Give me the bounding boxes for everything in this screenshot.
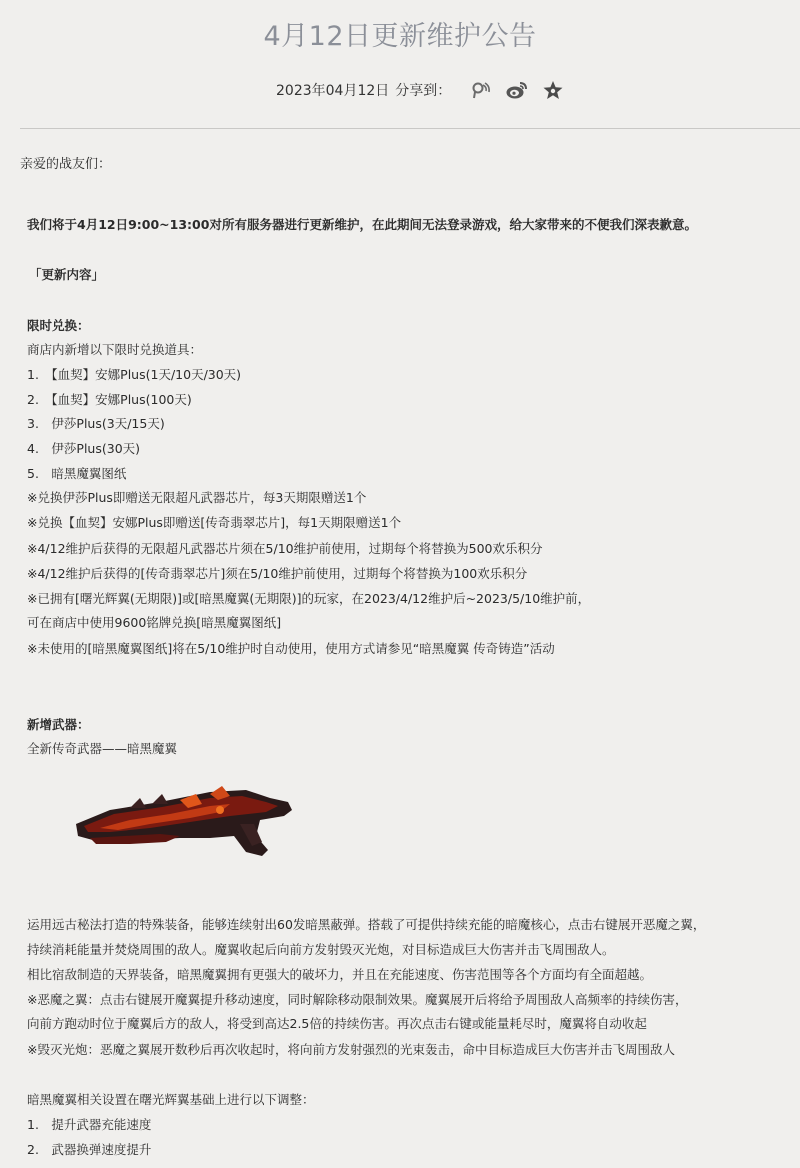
share-label: 分享到： — [395, 83, 452, 99]
header-divider — [20, 128, 800, 129]
section-header: 「更新内容」 — [29, 267, 105, 282]
note-line: ※兑换【血契】安娜Plus即赠送[传奇翡翠芯片]，每1天期限赠送1个 — [27, 515, 402, 530]
meta-bar — [276, 78, 577, 102]
adjustments-intro: 暗黑魔翼相关设置在曙光辉翼基础上进行以下调整： — [27, 1092, 315, 1107]
list-item: 2. 武器换弹速度提升 — [27, 1142, 152, 1157]
list-item: 4. 伊莎Plus(30天) — [27, 441, 141, 456]
note-line: 可在商店中使用9600铭牌兑换[暗黑魔翼图纸] — [27, 615, 282, 630]
note-line: ※已拥有[曙光辉翼(无期限)]或[暗黑魔翼(无期限)]的玩家，在2023/4/12维护后~2023/5/10维护前， — [27, 591, 591, 606]
limited-exchange-heading: 限时兑换： — [27, 318, 90, 333]
list-item: 2. 【血契】安娜Plus(100天) — [27, 392, 192, 407]
page-title: 4月12日更新维护公告 — [263, 21, 537, 52]
limited-exchange-intro: 商店内新增以下限时兑换道具： — [27, 342, 203, 357]
list-item: 3. 伊莎Plus(3天/15天) — [27, 416, 165, 431]
publish-date: 2023年04月12日 — [276, 83, 390, 99]
dark-wing-weapon-image — [70, 780, 296, 864]
greeting: 亲爱的战友们： — [20, 157, 112, 172]
list-item: 5. 暗黑魔翼图纸 — [27, 466, 127, 481]
maintenance-notice: 我们将于4月12日9:00~13:00对所有服务器进行更新维护，在此期间无法登录游戏，给大家带来的不便我们深表歉意。 — [27, 217, 697, 232]
note-line: ※未使用的[暗黑魔翼图纸]将在5/10维护时自动使用，使用方式请参见“暗黑魔翼 传奇铸造”活动 — [27, 641, 555, 656]
qzone-icon[interactable] — [469, 78, 493, 102]
description-line: 相比宿敌制造的天界装备，暗黑魔翼拥有更强大的破坏力，并且在充能速度、伤害范围等各个方面均有全面超越。 — [27, 967, 653, 982]
description-line: ※毁灭光炮：恶魔之翼展开数秒后再次收起时，将向前方发射强烈的光束轰击，命中目标造成巨大伤害并击飞周围敌人 — [27, 1042, 675, 1057]
list-item: 1. 【血契】安娜Plus(1天/10天/30天) — [27, 367, 242, 382]
new-weapon-subtitle: 全新传奇武器——暗黑魔翼 — [27, 741, 178, 756]
note-line: ※兑换伊莎Plus即赠送无限超凡武器芯片，每3天期限赠送1个 — [27, 490, 367, 505]
description-line: 持续消耗能量并焚烧周围的敌人。魔翼收起后向前方发射毁灭光炮，对目标造成巨大伤害并击飞周围敌人。 — [27, 942, 615, 957]
note-line: ※4/12维护后获得的[传奇翡翠芯片]须在5/10维护前使用，过期每个将替换为100欢乐积分 — [27, 566, 528, 581]
favorite-star-icon[interactable] — [541, 78, 565, 102]
description-line: ※恶魔之翼：点击右键展开魔翼提升移动速度，同时解除移动限制效果。魔翼展开后将给予周围敌人高频率的持续伤害， — [27, 992, 688, 1007]
new-weapon-heading: 新增武器： — [27, 717, 90, 732]
description-line: 向前方跑动时位于魔翼后方的敌人，将受到高达2.5倍的持续伤害。再次点击右键或能量耗尽时，魔翼将自动收起 — [27, 1016, 647, 1031]
note-line: ※4/12维护后获得的无限超凡武器芯片须在5/10维护前使用，过期每个将替换为500欢乐积分 — [27, 541, 543, 556]
list-item: 1. 提升武器充能速度 — [27, 1117, 152, 1132]
weibo-icon[interactable] — [505, 78, 529, 102]
description-line: 运用远古秘法打造的特殊装备，能够连续射出60发暗黑蔽弹。搭载了可提供持续充能的暗魔核心，点击右键展开恶魔之翼， — [27, 917, 706, 932]
